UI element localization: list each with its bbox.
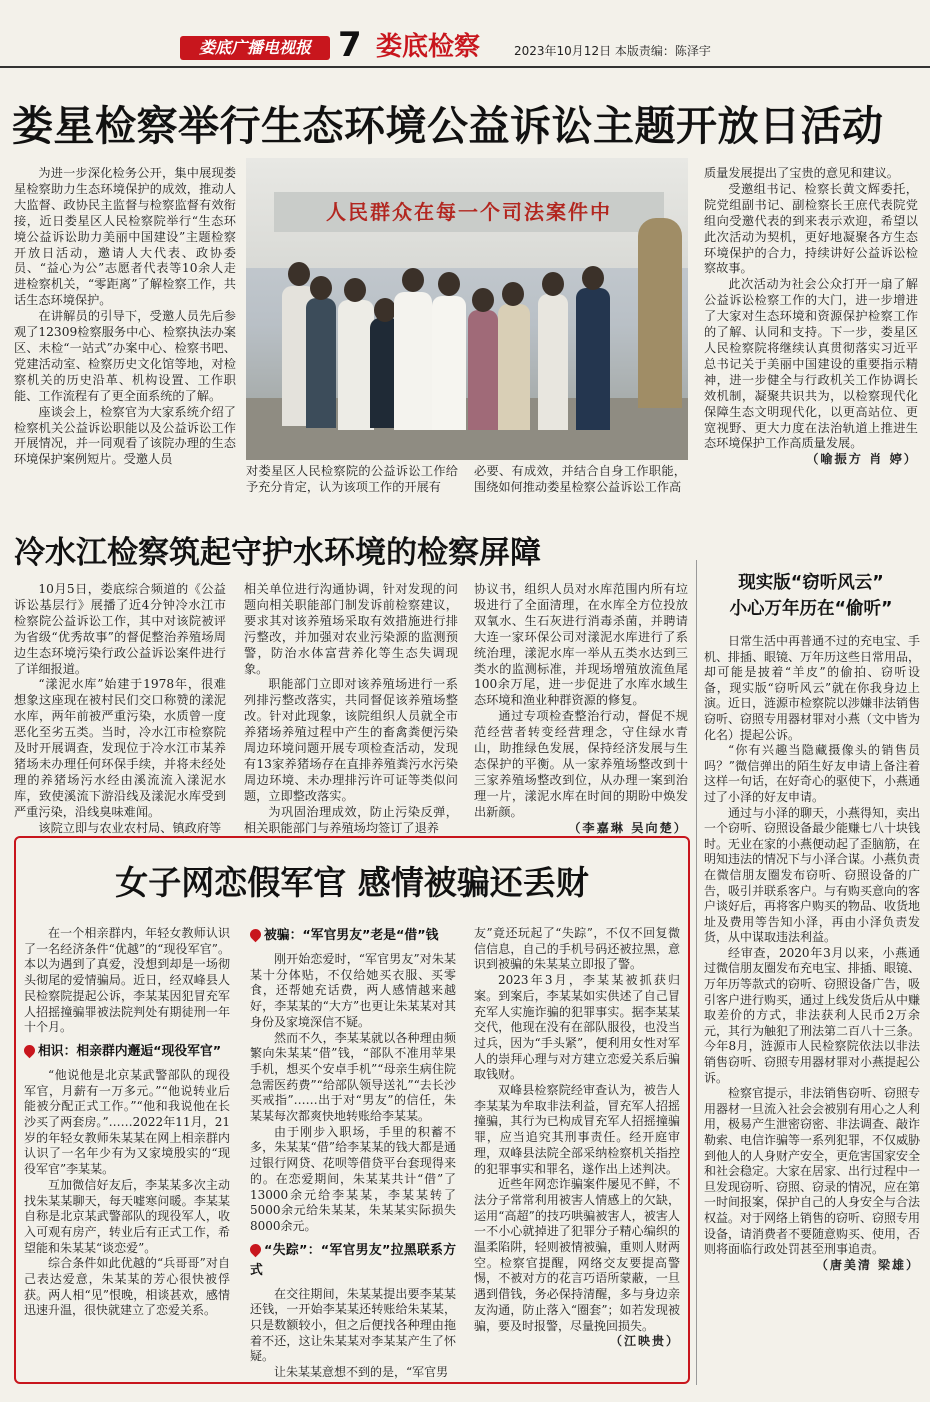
paragraph: “他说他是北京某武警部队的现役军官，月薪有一万多元。”“他说转业后能被分配正式工作。”“他和我说他在长沙买了两套房。”……2022年11月，21岁的年轻女教师朱某某在网上相亲群内认识了一名年少有为又家境殷实的“现役军官”李某某。 <box>24 1067 230 1177</box>
photo-person <box>432 296 466 430</box>
photo-person-head <box>374 298 396 322</box>
section-title: 娄底检察 <box>376 32 481 62</box>
article1-col2 <box>246 464 458 496</box>
photo-person <box>576 288 610 430</box>
boxed-col2 <box>250 926 456 1381</box>
paragraph: 双峰县检察院经审查认为，被告人李某某为牟取非法利益，冒充军人招摇撞骗，其行为已构成冒充军人招摇撞骗罪，应当追究其刑事责任。经开庭审理，双峰县法院全部采纳检察机关指控的犯罪事实和罪名，遂作出上述判决。 <box>474 1083 680 1176</box>
paragraph: 受邀组书记、检察长黄文辉委托，院党组副书记、副检察长王庶代表院党组向受邀代表的到来表示欢迎，希望以此次活动为契机，更好地凝聚各方生态环境保护的合力，持续讲好公益诉讼检察故事。 <box>704 181 918 276</box>
photo-person-head <box>310 276 332 300</box>
pin-icon <box>248 927 264 943</box>
paragraph: 在讲解员的引导下，受邀人员先后参观了12309检察服务中心、检察执法办案区、未检“一站式”办案中心、检察书吧、党建活动室、检察历史文化馆等地，对检察机关的历史沿革、机构设置、工作职能、工作流程有了更全面系统的了解。 <box>14 309 236 403</box>
paragraph: 质量发展提出了宝贵的意见和建议。 <box>704 166 899 180</box>
paragraph: 让朱某某意想不到的是，“军官男 <box>274 1365 449 1380</box>
paragraph: 通过专项检查整治行动，督促不规范经营者转变经营理念，守住绿水青山，助推绿色发展，保持经济发展与生态保护的平衡。从一家养殖场整改到十三家养殖场整改到位，从办理一案到治理一片，漾泥水库在时间的期盼中焕发出新颜。 <box>474 709 688 819</box>
paragraph: “你有兴趣当隐藏摄像头的销售员吗？”微信弹出的陌生好友申请上备注着这样一句话，在好奇心的驱使下，小燕通过了小泽的好友申请。 <box>704 743 921 804</box>
paragraph: 检察官提示，非法销售窃听、窃照专用器材一旦流入社会会被别有用心之人利用，极易产生泄密窃密、非法调查、敲诈勒索、电信诈骗等一系列犯罪，不仅威胁到他人的人身财产安全，更危害国家安全和社会稳定。大家在居家、出行过程中一旦发现窃听、窃照、窃录的情况，应在第一时间报案，保护自己的人身安全与合法权益。对于网络上销售的窃听、窃照专用设备，请消费者不要随意购买、使用，否则将面临行政处罚甚至刑事追责。 <box>704 1086 921 1257</box>
paragraph: “漾泥水库”始建于1978年，很难想象这座现在被村民们交口称赞的漾泥水库，两年前被严重污染，水质曾一度恶化至劣五类。当时，冷水江市检察院及时开展调查，发现位于冷水江市某养猪场未办理任何环保手续，并将未经处理的养猪场污水经由溪流流入漾泥水库，致使溪流下游沿线及漾泥水库受到严重污染，沿线臭味难闻。 <box>14 677 226 819</box>
paragraph: 通过与小泽的聊天，小燕得知，卖出一个窃听、窃照设备最少能赚七八十块钱时。无业在家的小燕便动起了歪脑筋，在明知违法的情况下与小泽合谋。小燕负责在微信朋友圈发布窃听、窃照设备的广告，吸引并联系客户。与有购买意向的客户谈好后，再将客户购买的物品、收货地址及费用等告知小泽，再由小泽负责发货，从中谋取违法利益。 <box>704 805 921 945</box>
page-number: 7 <box>338 25 362 65</box>
article1-col1 <box>14 166 236 468</box>
sidebar-body <box>704 634 920 1273</box>
photo-person <box>306 298 336 428</box>
photo-person <box>538 294 568 430</box>
paragraph: 综合条件如此优越的“兵哥哥”对自己表达爱意，朱某某的芳心很快被俘获。两人相“见”恨晚，相谈甚欢，感情迅速升温，很快就建立了恋爱关系。 <box>24 1256 230 1318</box>
paragraph: 日常生活中再普通不过的充电宝、手机、排插、眼镜、万年历这些日常用品，却可能是披着“羊皮”的偷拍、窃听设备，现实版“窃听风云”就在你我身边上演。近日，涟源市检察院以涉嫌非法销售窃听、窃照专用器材罪对小燕（文中皆为化名）提起公诉。 <box>704 634 921 742</box>
subhead-scammed <box>250 926 456 946</box>
photo-person-head <box>402 268 424 292</box>
photo-person <box>338 300 374 430</box>
paragraph: 该院立即与农业农村局、镇政府等 <box>38 820 222 835</box>
pin-icon <box>248 1241 264 1257</box>
issue-meta: 2023年10月12日 本版责编：陈泽宇 <box>514 44 711 58</box>
article2-col1 <box>14 582 226 837</box>
photo-person-head <box>288 262 310 286</box>
paragraph: 然而不久，李某某就以各种理由频繁向朱某某“借”钱，“部队不准用苹果手机，想买个安卓手机”“母亲生病住院急需医药费”“给部队领导送礼”“去长沙买戒指”……出于对“男友”的信任，朱某某每次都爽快地转账给李某某。 <box>250 1030 456 1124</box>
paragraph: 为进一步深化检务公开，集中展现娄星检察助力生态环境保护的成效，推动人大监督、政协民主监督与检察监督有效衔接，近日娄星区人民检察院举行“生态环境公益诉讼助力美丽中国建设”主题检察开放日活动，邀请人大代表、政协委员、“益心为公”志愿者代表等10余人走进检察机关，“零距离”了解检察工作，共话生态环境保护。 <box>14 166 236 308</box>
paragraph: 友”竟还玩起了“失踪”，不仅不回复微信信息，自己的手机号码还被拉黑，意识到被骗的朱某某立即报了警。 <box>474 926 680 972</box>
boxed-byline: （江映贵） <box>609 1334 680 1349</box>
paragraph: 此次活动为社会公众打开一扇了解公益诉讼检察工作的大门，进一步增进了大家对生态环境和资源保护检察工作的了解、认同和支持。下一步，娄星区人民检察院将继续认真贯彻落实习近平总书记关于美丽中国建设的重要指示精神，进一步健全与行政机关工作协调长效机制，凝聚共识共为，以检察现代化保障生态文明现代化，以更高站位、更宽视野、更大力度在法治轨道上推进生态环境保护工作高质量发展。 <box>704 277 918 451</box>
paragraph: 协议书，组织人员对水库范围内所有垃圾进行了全面清理，在水库全方位投放双氧水、生石灰进行消毒杀菌，并聘请大连一家环保公司对漾泥水库进行了系统治理，漾泥水库一举从五类水达到三类水的监测标准，并现场增殖放流鱼尾100余万尾，进一步促进了水库水域生态环境和渔业种群资源的修复。 <box>474 582 688 708</box>
boxed-col3 <box>474 926 680 1350</box>
article2-col2 <box>244 582 458 837</box>
paragraph: 近些年网恋诈骗案件屡见不鲜，不法分子常常利用被害人情感上的欠缺，运用“高超”的技巧哄骗被害人，被害人一不小心就掉进了犯罪分子精心编织的温柔陷阱，轻则被情被骗，重则人财两空。检察官提醒，网络交友要提高警惕，不被对方的花言巧语所蒙蔽，一旦遇到借钱，务必保持清醒，多与身边亲友沟通，防止落入“圈套”；如若发现被骗，要及时报警，尽量挽回损失。 <box>474 1177 680 1333</box>
subhead-text: 被骗：“军官男友”老是“借”钱 <box>264 928 439 943</box>
article2-col3 <box>474 582 688 837</box>
subhead-missing <box>250 1241 456 1281</box>
paragraph: 由于刚步入职场，手里的积蓄不多，朱某某“借”给李某某的钱大都是通过银行网贷、花呗等借贷平台套现得来的。在恋爱期间，朱某某共计“借”了13000余元给李某某，李某某转了5000余元给朱某某，朱某某实际损失8000余元。 <box>250 1124 456 1233</box>
sidebar-title-line2: 小心万年历在“偷听” <box>729 599 893 619</box>
sidebar-title-line1: 现实版“窃听风云” <box>738 573 884 593</box>
paragraph: 对娄星区人民检察院的公益诉讼工作给予充分肯定，认为该项工作的开展有 <box>246 464 458 494</box>
paragraph: 在交往期间，朱某某提出要李某某还钱，一开始李某某还转账给朱某某，只是数额较小，但之后便找各种理由拖着不还，这让朱某某对李某某产生了怀疑。 <box>250 1286 456 1364</box>
article1-byline: （喻振方 肖 婷） <box>806 452 918 467</box>
photo-person-head <box>472 288 494 312</box>
paragraph: 相关单位进行沟通协调，针对发现的问题向相关职能部门制发诉前检察建议，要求其对该养殖场采取有效措施进行排污整改，并加强对农业污染源的监测预警，防治水体富营养化等生态失调现象。 <box>244 582 458 676</box>
paragraph: 在一个相亲群内，年轻女教师认识了一名经济条件“优越”的“现役军官”。本以为遇到了真爱，没想到却是一场彻头彻尾的爱情骗局。近日，经双峰县人民检察院提起公诉，李某某因犯冒充军人招摇撞骗罪被法院判处有期徒刑一年十个月。 <box>24 926 230 1035</box>
article1-photo <box>246 158 688 460</box>
subhead-meeting <box>24 1042 230 1062</box>
photo-person-head <box>438 272 460 296</box>
paragraph: 刚开始恋爱时，“军官男友”对朱某某十分体贴，不仅给她买衣服、买零食，还帮她充话费，两人感情越来越好，李某某的“大方”也更让朱某某对其身份及家境深信不疑。 <box>250 952 456 1029</box>
boxed-col1 <box>24 926 230 1319</box>
paragraph: 2023年3月，李某某被抓获归案。到案后，李某某如实供述了自己冒充军人实施诈骗的犯罪事实。据李某某交代，他现在没有在部队服役，也没当过兵，因为“手头紧”，便利用女性对军人的崇拜心理与对方建立恋爱关系后骗取钱财。 <box>474 973 680 1082</box>
photo-person-head <box>344 278 366 302</box>
photo-banner-text: 人民群众在每一个司法案件中 <box>274 192 664 232</box>
subhead-text: “失踪”：“军官男友”拉黑联系方式 <box>250 1242 456 1278</box>
masthead-rule <box>0 66 930 68</box>
photo-person <box>498 304 530 430</box>
photo-person <box>468 310 498 430</box>
sidebar-byline: （唐美清 梁雄） <box>815 1257 920 1272</box>
photo-statue <box>638 218 682 408</box>
boxed-headline: 女子网恋假军官 感情被骗还丢财 <box>115 863 589 902</box>
paragraph: 互加微信好友后，李某某多次主动找朱某某聊天，每天嘘寒问暖。李某某自称是北京某武警部队的现役军人，收入可观有房产，转业后有正式工作，希望能和朱某某“谈恋爱”。 <box>24 1177 230 1255</box>
photo-person <box>394 292 432 430</box>
article1-col3 <box>474 464 686 496</box>
paragraph: 必要、有成效，并结合自身工作职能，围绕如何推动娄星检察公益诉讼工作高 <box>474 464 686 494</box>
photo-person-head <box>582 266 604 290</box>
photo-person-head <box>502 282 524 306</box>
paragraph: 座谈会上，检察官为大家系统介绍了检察机关公益诉讼职能以及公益诉讼工作开展情况，并一同观看了该院办理的生态环境保护案例短片。受邀人员 <box>14 404 236 467</box>
photo-person-head <box>542 272 564 296</box>
boxed-article <box>14 836 690 1384</box>
article2-byline: （李嘉琳 吴向楚） <box>568 820 688 835</box>
article1-headline: 娄星检察举行生态环境公益诉讼主题开放日活动 <box>12 102 884 150</box>
paragraph: 为巩固治理成效，防止污染反弹，相关职能部门与养殖场均签订了退养 <box>244 804 458 835</box>
paragraph: 职能部门立即对该养殖场进行一系列排污整改落实，共同督促该养殖场整改。针对此现象，该院组织人员就全市养猪场养殖过程中产生的畜禽粪便污染周边环境问题开展专项检查活动，发现有13家养猪场存在直排养殖粪污水污染周边环境、未办理排污许可证等类似问题，立即整改落实。 <box>244 677 458 803</box>
article2-headline: 冷水江检察筑起守护水环境的检察屏障 <box>14 535 541 571</box>
paragraph: 10月5日，娄底综合频道的《公益诉讼基层行》展播了近4分钟冷水江市检察院公益诉讼工作，其中对该院被评为省级“优秀故事”的督促整治养殖场周边生态环境污染行政公益诉讼案件进行了详细报道。 <box>14 582 226 676</box>
newspaper-logo: 娄底广播电视报 <box>180 36 330 60</box>
subhead-text: 相识：相亲群内邂逅“现役军官” <box>38 1043 222 1059</box>
article1-col4 <box>704 166 918 468</box>
sidebar-article <box>700 560 922 1385</box>
column-divider <box>696 560 697 1385</box>
paragraph: 经审查，2020年3月以来，小燕通过微信朋友圈发布充电宝、排插、眼镜、万年历等款式的窃听、窃照设备广告，吸引客户进行购买，通过上线发货后从中赚取差价的方式，非法获利人民币2万余元，其行为触犯了刑法第二百八十三条。今年8月，涟源市人民检察院依法以非法销售窃听、窃照专用器材罪对小燕提起公诉。 <box>704 945 921 1085</box>
pin-icon <box>22 1043 38 1059</box>
masthead <box>0 0 930 70</box>
